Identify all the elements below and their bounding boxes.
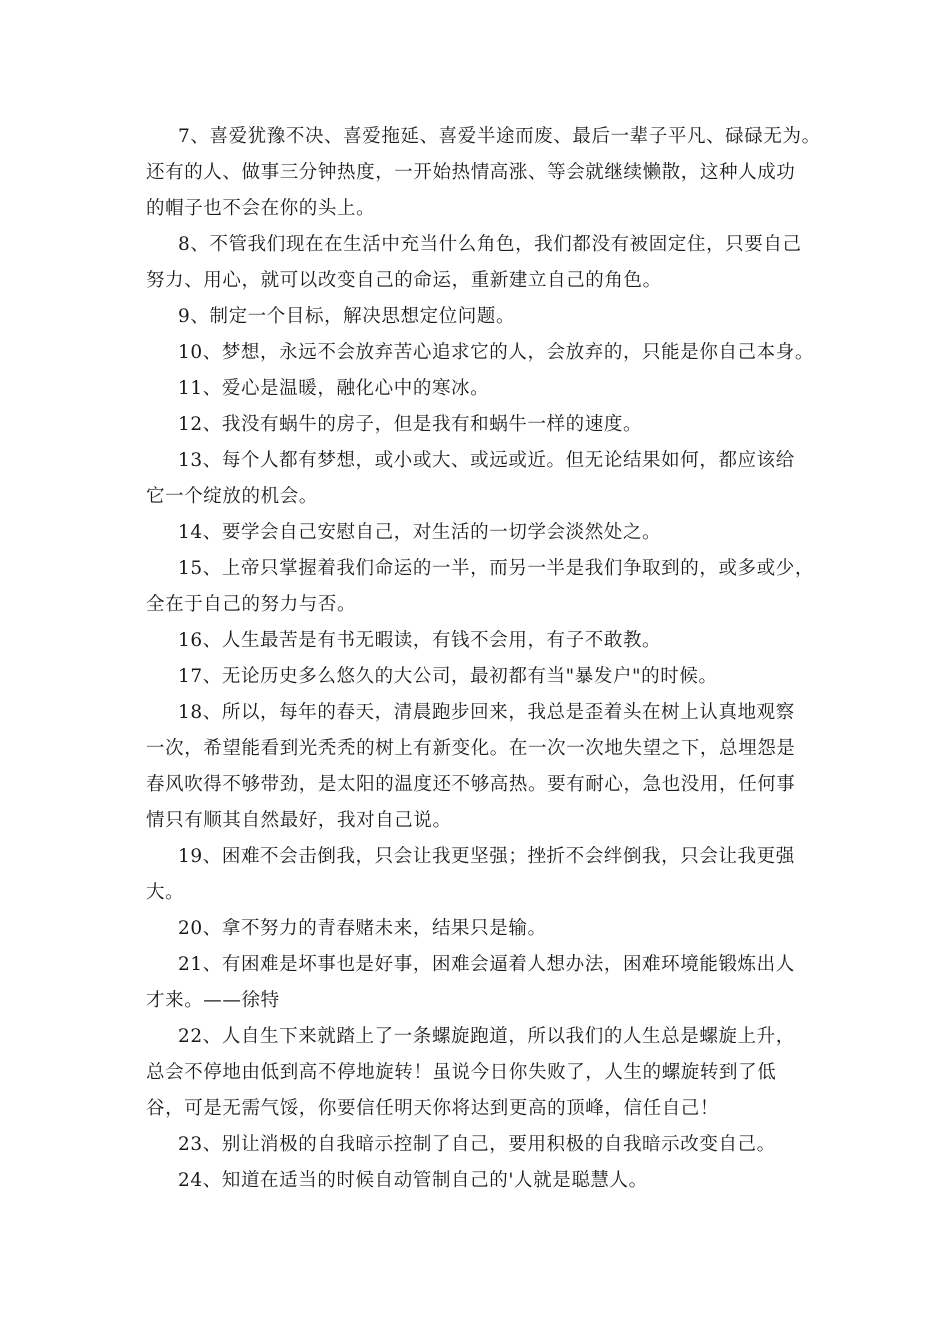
- text-line: 9、制定一个目标，解决思想定位问题。: [178, 306, 516, 327]
- text-line: 总会不停地由低到高不停地旋转！虽说今日你失败了，人生的螺旋转到了低: [146, 1062, 777, 1083]
- text-line: 一次，希望能看到光秃秃的树上有新变化。在一次一次地失望之下，总埋怨是: [146, 738, 796, 759]
- text-line: 15、上帝只掌握着我们命运的一半，而另一半是我们争取到的，或多或少，: [178, 558, 814, 579]
- text-line: 大。: [146, 882, 185, 903]
- text-line: 它一个绽放的机会。: [146, 486, 318, 507]
- text-line: 18、所以，每年的春天，清晨跑步回来，我总是歪着头在树上认真地观察: [178, 702, 795, 723]
- text-line: 20、拿不努力的青春赌未来，结果只是输。: [178, 918, 547, 939]
- text-line: 10、梦想，永远不会放弃苦心追求它的人，会放弃的，只能是你自己本身。: [178, 342, 814, 363]
- text-line: 16、人生最苦是有书无暇读，有钱不会用，有子不敢教。: [178, 630, 662, 651]
- text-line: 11、爱心是温暖，融化心中的寒冰。: [178, 378, 490, 399]
- text-line: 的帽子也不会在你的头上。: [146, 198, 376, 219]
- text-line: 才来。——徐特: [146, 990, 280, 1011]
- text-line: 8、不管我们现在在生活中充当什么角色，我们都没有被固定住，只要自己: [178, 234, 802, 255]
- text-line: 7、喜爱犹豫不决、喜爱拖延、喜爱半途而废、最后一辈子平凡、碌碌无为。: [178, 126, 821, 147]
- text-line: 努力、用心，就可以改变自己的命运，重新建立自己的角色。: [146, 270, 662, 291]
- text-line: 21、有困难是坏事也是好事，困难会逼着人想办法，困难环境能锻炼出人: [178, 954, 795, 975]
- text-line: 13、每个人都有梦想，或小或大、或远或近。但无论结果如何，都应该给: [178, 450, 795, 471]
- text-line: 春风吹得不够带劲，是太阳的温度还不够高热。要有耐心，急也没用，任何事: [146, 774, 796, 795]
- text-line: 全在于自己的努力与否。: [146, 594, 357, 615]
- text-line: 17、无论历史多么悠久的大公司，最初都有当"暴发户"的时候。: [178, 666, 718, 687]
- text-line: 12、我没有蜗牛的房子，但是我有和蜗牛一样的速度。: [178, 414, 643, 435]
- text-line: 24、知道在适当的时候自动管制自己的'人就是聪慧人。: [178, 1170, 648, 1191]
- text-line: 14、要学会自己安慰自己，对生活的一切学会淡然处之。: [178, 522, 662, 543]
- text-line: 谷，可是无需气馁，你要信任明天你将达到更高的顶峰，信任自己！: [146, 1098, 720, 1119]
- text-line: 情只有顺其自然最好，我对自己说。: [146, 810, 452, 831]
- text-line: 23、别让消极的自我暗示控制了自己，要用积极的自我暗示改变自己。: [178, 1134, 776, 1155]
- text-line: 19、困难不会击倒我，只会让我更坚强；挫折不会绊倒我，只会让我更强: [178, 846, 795, 867]
- text-line: 22、人自生下来就踏上了一条螺旋跑道，所以我们的人生总是螺旋上升，: [178, 1026, 795, 1047]
- text-line: 还有的人、做事三分钟热度，一开始热情高涨、等会就继续懒散，这种人成功: [146, 162, 796, 183]
